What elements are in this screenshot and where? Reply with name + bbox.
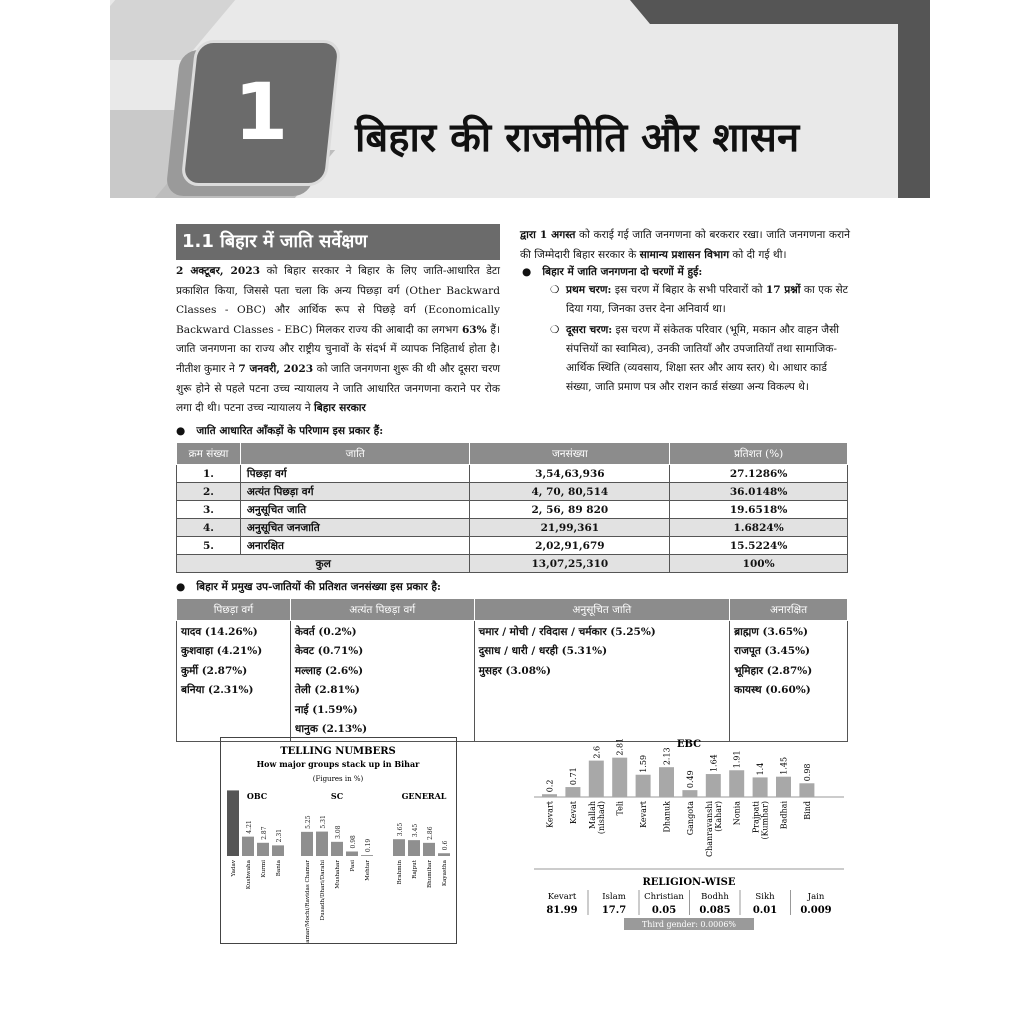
cell: 1.6824% — [670, 519, 848, 537]
chart-svg — [221, 738, 456, 943]
cell: अनुसूचित जनजाति — [240, 519, 470, 537]
bullet-text: बिहार में जाति जनगणना दो चरणों में हुई: — [542, 266, 703, 278]
tick-label: (nishad) — [596, 801, 606, 835]
religion-label: Jain — [807, 892, 825, 902]
subcaste-table — [176, 598, 848, 742]
phase-one — [550, 281, 850, 319]
data-label: 0.98 — [350, 835, 357, 849]
chart-subtitle: How major groups stack up in Bihar — [256, 759, 420, 769]
column-header: पिछड़ा वर्ग — [177, 599, 291, 621]
data-label: 2.31 — [276, 829, 283, 843]
list-item: चमार / मोची / रविदास / चर्मकार (5.25%) — [478, 626, 656, 638]
cell — [177, 621, 291, 742]
tick-label: Kurmi — [261, 860, 267, 878]
tick-label: Chamar/Mochi/Ravidas Chamar — [305, 860, 311, 943]
bar — [272, 845, 284, 856]
text: को दी गई थी। — [729, 248, 787, 261]
table-total-row — [177, 555, 848, 573]
tick-label: Prajpati — [751, 801, 761, 834]
religion-value: 0.05 — [651, 905, 677, 916]
chart-title: TELLING NUMBERS — [280, 746, 396, 757]
column-header: क्रम संख्या — [177, 443, 241, 465]
section-title: RELIGION-WISE — [642, 877, 736, 888]
tick-label: Dhanuk — [662, 801, 672, 833]
cell: अनुसूचित जाति — [240, 501, 470, 519]
bar — [636, 775, 651, 797]
group-label: SC — [330, 791, 344, 801]
list-item: केवट (0.71%) — [294, 645, 364, 658]
bar — [257, 843, 269, 856]
tick-label: Mallah — [587, 801, 597, 829]
tick-label: Kushwaha — [246, 860, 252, 890]
tick-label: Chanravanshi — [704, 801, 714, 858]
cell: 5. — [177, 537, 241, 555]
cell — [290, 621, 474, 742]
bar — [408, 840, 420, 856]
cell — [474, 621, 730, 742]
cell: 1. — [177, 465, 241, 483]
bold-text: 17 प्रश्नों — [765, 284, 801, 296]
bar — [361, 855, 373, 856]
bold-text: बिहार सरकार — [313, 402, 366, 415]
religion-label: Kevart — [547, 892, 577, 902]
religion-label: Bodhh — [701, 892, 729, 902]
tick-label: Dusadh/Dhari/Darahi — [320, 860, 326, 921]
bar — [776, 777, 791, 797]
column-header: जाति — [240, 443, 470, 465]
text: को बिहार सरकार ने बिहार के लिए जाति-आधारित डेटा प्रकाशित किया, जिससे पता चला कि अन्य पिछड़ा वर्ग (Other Backward Classes - OBC) और आर्थिक रूप से पिछड़े वर्ग (Economically Backward Classes - EBC) मिलकर राज्य की आबादी का लगभग — [176, 265, 500, 336]
data-label: 5.25 — [305, 815, 312, 829]
bold-text: द्वारा 1 अगस्त — [520, 229, 576, 241]
data-label: 5.31 — [320, 815, 327, 829]
data-label: 2.86 — [427, 826, 434, 840]
bullet-text: जाति आधारित आँकड़ों के परिणाम इस प्रकार हैं: — [196, 425, 384, 437]
left-paragraph — [176, 262, 500, 419]
data-label: 3.08 — [335, 825, 342, 839]
religion-value: 0.009 — [800, 905, 832, 916]
data-label: 4.21 — [246, 820, 253, 834]
text: को जाति जनगणना शुरू की थी और दूसरा चरण शुरू होने से पहले पटना उच्च न्यायालय ने जाति आधारित जनगणना कराने पर रोक लगा दी थी। पटना उच्च न्यायालय ने — [176, 362, 500, 415]
list-item: दुसाध / धारी / धरही (5.31%) — [478, 645, 608, 658]
list-item: नाई (1.59%) — [294, 703, 358, 716]
cell: अनारक्षित — [240, 537, 470, 555]
telling-numbers-chart — [220, 737, 457, 944]
date-bold: 2 अक्टूबर, 2023 — [176, 265, 261, 277]
list-item: कुर्मी (2.87%) — [181, 664, 248, 677]
data-label: 1.59 — [639, 754, 649, 773]
group-label: GENERAL — [401, 791, 447, 801]
cell: अत्यंत पिछड़ा वर्ग — [240, 483, 470, 501]
bar — [227, 790, 239, 856]
table-row — [177, 465, 848, 483]
religion-label: Sikh — [755, 892, 775, 902]
bullet-text: बिहार में प्रमुख उप-जातियों की प्रतिशत जनसंख्या इस प्रकार है: — [196, 581, 441, 593]
tick-label: Kayastha — [442, 860, 448, 887]
percent-bold: 63% — [461, 323, 487, 336]
list-item: भूमिहार (2.87%) — [734, 664, 813, 677]
column-header: अनारक्षित — [730, 599, 848, 621]
table-row — [177, 519, 848, 537]
column-header: अत्यंत पिछड़ा वर्ग — [290, 599, 474, 621]
cell: 2. — [177, 483, 241, 501]
tick-label: Mehtar — [365, 860, 371, 881]
data-label: 0.2 — [545, 779, 555, 793]
tick-label: Rajput — [412, 860, 418, 879]
phase-label: दूसरा चरण: — [566, 324, 613, 336]
bar — [542, 794, 557, 797]
tick-label: (Kumhar) — [760, 801, 770, 840]
list-item: ब्राह्मण (3.65%) — [734, 626, 808, 638]
column-header: प्रतिशत (%) — [670, 443, 848, 465]
tick-label: Badhai — [779, 801, 789, 830]
data-label: 1.91 — [732, 750, 742, 769]
group-label: OBC — [246, 791, 268, 801]
text: इस चरण में संकेतक परिवार (भूमि, मकान और वाहन जैसी संपत्तियों का स्वामित्व), उनकी जातियाँ और उपजातियाँ तथा सामाजिक-आर्थिक स्थिति (व्यवसाय, शिक्षा स्तर और आय स्तर) थे। आधार कार्ड संख्या, जाति प्रमाण पत्र और राशन कार्ड संख्या अन्य विकल्प थे। — [566, 324, 840, 393]
cell: 100% — [670, 555, 848, 573]
religion-value: 0.01 — [752, 905, 778, 916]
data-label: 0.71 — [568, 767, 578, 786]
date-bold: 7 जनवरी, 2023 — [238, 362, 314, 375]
list-item: मल्लाह (2.6%) — [294, 664, 364, 677]
cell: 4, 70, 80,514 — [470, 483, 670, 501]
list-item: केवर्त (0.2%) — [294, 626, 357, 638]
chart-title: EBC — [676, 739, 702, 750]
cell: 2, 56, 89 820 — [470, 501, 670, 519]
tick-label: Pasi — [350, 860, 356, 872]
tick-label: Nonia — [732, 801, 742, 826]
religion-value: 17.7 — [601, 905, 627, 916]
list-item: राजपूत (3.45%) — [734, 645, 811, 658]
data-label: 2.87 — [261, 826, 268, 840]
tick-label: Bania — [276, 860, 282, 877]
list-item: कायस्थ (0.60%) — [734, 684, 811, 697]
cell: 36.0148% — [670, 483, 848, 501]
tick-label: Yadav — [231, 860, 237, 877]
bar — [301, 832, 313, 856]
data-label: 2.13 — [662, 747, 672, 766]
bar — [706, 774, 721, 797]
tick-label: (Kahar) — [713, 801, 723, 832]
right-paragraph — [520, 226, 850, 265]
bar — [682, 790, 697, 797]
cell: 19.6518% — [670, 501, 848, 519]
bar — [612, 758, 627, 797]
data-label: 1.4 — [756, 762, 766, 776]
bar — [423, 843, 435, 856]
data-label: 3.65 — [397, 822, 404, 837]
hollow-bullet-icon: ❍ — [550, 324, 560, 336]
data-label: 0.19 — [365, 838, 372, 853]
table-row — [177, 537, 848, 555]
section-heading: 1.1 बिहार में जाति सर्वेक्षण — [176, 224, 500, 260]
religion-value: 0.085 — [699, 905, 731, 916]
data-label: 1.45 — [779, 756, 789, 775]
corner-decoration — [630, 0, 930, 198]
list-item: यादव (14.26%) — [181, 626, 258, 638]
list-item: मुसहर (3.08%) — [478, 664, 551, 677]
text: का एक सेट दिया गया, जिनका उत्तर देना अनिवार्य था। — [566, 284, 849, 315]
bar — [565, 787, 580, 797]
chart-svg — [528, 737, 850, 930]
tick-label: Gangota — [685, 801, 695, 836]
cell — [730, 621, 848, 742]
data-label: 2.6 — [592, 745, 602, 759]
text: इस चरण में बिहार के सभी परिवारों को — [611, 284, 766, 296]
table-row — [177, 483, 848, 501]
bold-text: सामान्य प्रशासन विभाग — [639, 248, 730, 261]
column-header: जनसंख्या — [470, 443, 670, 465]
bullet-subcastes: ● बिहार में प्रमुख उप-जातियों की प्रतिशत जनसंख्या इस प्रकार है: — [176, 581, 441, 593]
tick-label: Mushahar — [335, 860, 341, 889]
phase-label: प्रथम चरण: — [566, 284, 612, 296]
cell: कुल — [177, 555, 470, 573]
data-label: 0.6 — [442, 840, 449, 851]
tick-label: Brahmin — [397, 860, 403, 885]
bullet-results: ● जाति आधारित आँकड़ों के परिणाम इस प्रकार हैं: — [176, 425, 384, 437]
list-item: कुशवाहा (4.21%) — [181, 645, 263, 658]
footnote: Third gender: 0.0006% — [641, 920, 737, 929]
caste-results-table — [176, 442, 848, 573]
bar — [753, 777, 768, 797]
bar — [799, 783, 814, 797]
cell: 13,07,25,310 — [470, 555, 670, 573]
tick-label: Teli — [615, 801, 625, 816]
data-label: 0.49 — [685, 770, 695, 789]
ebc-religion-chart — [528, 737, 850, 930]
bar — [438, 853, 450, 856]
data-label: 3.45 — [412, 823, 419, 838]
tick-label: Kevart — [639, 801, 649, 828]
cell: 3. — [177, 501, 241, 519]
tick-label: Kevart — [545, 801, 555, 828]
religion-label: Islam — [602, 892, 626, 902]
phase-two — [550, 321, 850, 397]
cell: 2,02,91,679 — [470, 537, 670, 555]
table-row — [177, 621, 848, 742]
table-header-row — [177, 599, 848, 621]
cell: 27.1286% — [670, 465, 848, 483]
text: को कराई गई जाति जनगणना को बरकरार रखा। जाति जनगणना कराने की जिम्मेदारी बिहार सरकार के — [520, 229, 850, 261]
text: हैं। जाति जनगणना का राज्य और राष्ट्रीय चुनावों के संदर्भ में व्यापक निहितार्थ होता है। नीतीश कुमार ने — [176, 323, 500, 375]
bullet-phases: ● बिहार में जाति जनगणना दो चरणों में हुई: — [522, 266, 703, 278]
religion-value: 81.99 — [546, 905, 578, 916]
bar — [346, 851, 358, 856]
bar — [331, 842, 343, 856]
bar — [729, 770, 744, 797]
data-label: 2.81 — [615, 737, 625, 756]
column-header: अनुसूचित जाति — [474, 599, 730, 621]
tick-label: Kevat — [568, 801, 578, 824]
data-label: 14.26 — [231, 770, 238, 788]
hollow-bullet-icon: ❍ — [550, 284, 560, 296]
table-header-row — [177, 443, 848, 465]
chapter-number: 1 — [233, 68, 289, 158]
table-row — [177, 501, 848, 519]
cell: 15.5224% — [670, 537, 848, 555]
data-label: 1.64 — [709, 754, 719, 773]
bar — [316, 832, 328, 856]
tick-label: Bind — [802, 801, 812, 820]
chapter-title: बिहार की राजनीति और शासन — [355, 115, 800, 161]
bar — [242, 837, 254, 856]
cell: 21,99,361 — [470, 519, 670, 537]
bar — [589, 761, 604, 797]
bar — [393, 839, 405, 856]
bar — [659, 767, 674, 797]
tick-label: Bhumihar — [427, 860, 433, 889]
chapter-number-box — [180, 40, 341, 186]
religion-label: Christian — [644, 892, 684, 902]
cell: 3,54,63,936 — [470, 465, 670, 483]
cell: पिछड़ा वर्ग — [240, 465, 470, 483]
data-label: 0.98 — [802, 763, 812, 782]
chart-note: (Figures in %) — [312, 775, 364, 783]
list-item: धानुक (2.13%) — [294, 723, 368, 736]
list-item: तेली (2.81%) — [294, 684, 360, 697]
cell: 4. — [177, 519, 241, 537]
list-item: बनिया (2.31%) — [181, 684, 254, 697]
